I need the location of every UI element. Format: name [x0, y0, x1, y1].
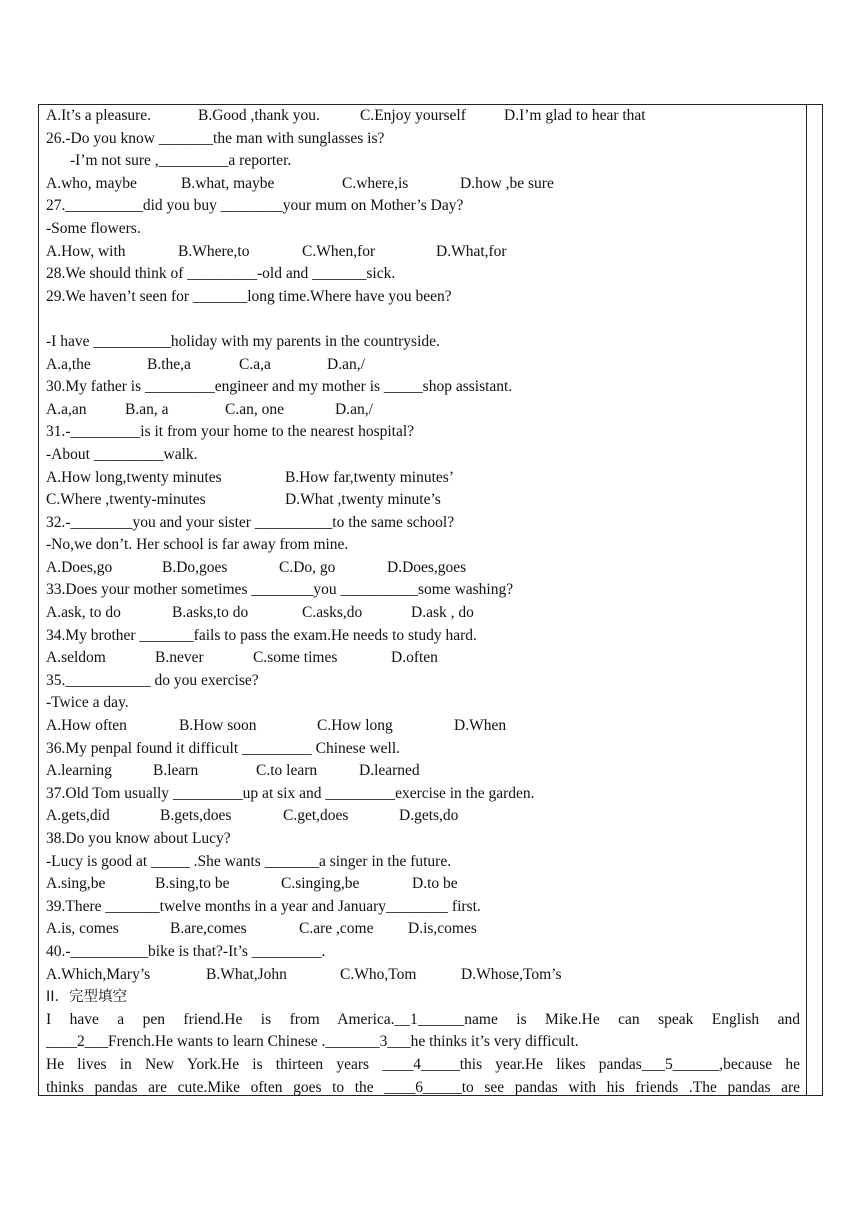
answer-options	[46, 964, 800, 987]
answer-option: A.How often	[46, 717, 127, 735]
question-text: 32.-________you and your sister __________to the same school?	[46, 513, 455, 531]
answer-option: C.get,does	[283, 807, 349, 825]
answer-option: C.singing,be	[281, 875, 360, 893]
question-text: -No,we don’t. Her school is far away from mine.	[46, 536, 349, 554]
answer-options	[46, 715, 800, 738]
answer-option: D.gets,do	[399, 807, 459, 825]
answer-option: B.How far,twenty minutes’	[285, 468, 454, 486]
answer-option: D.learned	[359, 762, 420, 780]
answer-option: D.to be	[412, 875, 458, 893]
answer-option: A.a,the	[46, 355, 91, 373]
answer-option: C.How long	[317, 717, 393, 735]
answer-options	[46, 354, 800, 377]
answer-option: B.sing,to be	[155, 875, 230, 893]
answer-option: C.to learn	[256, 762, 318, 780]
blank-line	[46, 308, 800, 331]
answer-options	[46, 918, 800, 941]
answer-options	[46, 241, 800, 264]
answer-option: C.some times	[253, 649, 338, 667]
answer-option: A.gets,did	[46, 807, 110, 825]
answer-options	[46, 105, 800, 128]
worksheet-content	[46, 105, 800, 1099]
answer-option: A.is, comes	[46, 920, 119, 938]
question-text: -About _________walk.	[46, 445, 198, 463]
answer-options	[46, 760, 800, 783]
question-text: 26.-Do you know _______the man with sunglasses is?	[46, 129, 385, 147]
answer-option: D.Whose,Tom’s	[461, 965, 562, 983]
answer-option: D.ask , do	[411, 604, 474, 622]
question-text: -I have __________holiday with my parents in the countryside.	[46, 332, 440, 350]
question-text: 36.My penpal found it difficult _________ Chinese well.	[46, 739, 401, 757]
question-text: 30.My father is _________engineer and my mother is _____shop assistant.	[46, 378, 513, 396]
question-text: 27.__________did you buy ________your mum on Mother’s Day?	[46, 197, 464, 215]
answer-option: C.a,a	[239, 355, 271, 373]
answer-option: B.Where,to	[178, 242, 250, 260]
answer-option: C.where,is	[342, 174, 409, 192]
question-text: 28.We should think of _________-old and _______sick.	[46, 265, 396, 283]
answer-options	[46, 805, 800, 828]
answer-option: D.is,comes	[408, 920, 477, 938]
answer-option: A.who, maybe	[46, 174, 137, 192]
answer-option: D.how ,be sure	[460, 174, 554, 192]
answer-option: D.What,for	[436, 242, 507, 260]
answer-option: A.ask, to do	[46, 604, 121, 622]
answer-options	[46, 467, 800, 490]
question-text: 39.There _______twelve months in a year and January________ first.	[46, 897, 481, 915]
answer-option: C.asks,do	[302, 604, 363, 622]
question-text: 29.We haven’t seen for _______long time.Where have you been?	[46, 287, 452, 305]
answer-option: B.learn	[153, 762, 199, 780]
answer-option: D.Does,goes	[387, 558, 467, 576]
question-text: -Lucy is good at _____ .She wants _______a singer in the future.	[46, 852, 452, 870]
answer-option: A.sing,be	[46, 875, 106, 893]
answer-option: A.How, with	[46, 242, 126, 260]
question-text: 31.-_________is it from your home to the nearest hospital?	[46, 423, 415, 441]
column-divider	[806, 105, 807, 1095]
answer-option: C.When,for	[302, 242, 376, 260]
answer-options	[46, 602, 800, 625]
answer-option: D.When	[454, 717, 507, 735]
answer-option: D.What ,twenty minute’s	[285, 491, 441, 509]
question-text: I have a pen friend.He is from America.__1______name is Mike.He can speak English and	[46, 1010, 800, 1028]
answer-option: B.never	[155, 649, 204, 667]
question-text: 34.My brother _______fails to pass the exam.He needs to study hard.	[46, 626, 477, 644]
answer-option: C.Who,Tom	[340, 965, 417, 983]
answer-option: B.gets,does	[160, 807, 232, 825]
answer-option: B.What,John	[206, 965, 287, 983]
question-text: 33.Does your mother sometimes ________you __________some washing?	[46, 581, 514, 599]
answer-option: B.Good ,thank you.	[198, 107, 320, 124]
answer-option: A.Does,go	[46, 558, 113, 576]
question-text: -Some flowers.	[46, 219, 141, 237]
answer-options	[46, 873, 800, 896]
question-text: -I’m not sure ,_________a reporter.	[70, 152, 292, 170]
answer-options	[46, 399, 800, 422]
question-text: 37.Old Tom usually _________up at six and _________exercise in the garden.	[46, 784, 535, 802]
answer-option: C.are ,come	[299, 920, 374, 938]
answer-option: C.Enjoy yourself	[360, 107, 466, 124]
section-heading: II．完型填空	[46, 989, 128, 1006]
question-text: 40.-__________bike is that?-It’s _________.	[46, 942, 326, 960]
question-text: He lives in New York.He is thirteen years ____4_____this year.He likes pandas___5______,because he	[46, 1055, 800, 1073]
answer-options	[46, 557, 800, 580]
answer-option: B.are,comes	[170, 920, 247, 938]
answer-option: D.I’m glad to hear that	[504, 107, 646, 124]
question-text: 38.Do you know about Lucy?	[46, 830, 231, 847]
answer-options	[46, 489, 800, 512]
answer-option: D.often	[391, 649, 438, 667]
answer-option: B.asks,to do	[172, 604, 249, 622]
answer-option: C.an, one	[225, 400, 284, 418]
answer-options	[46, 173, 800, 196]
answer-option: C.Do, go	[279, 558, 336, 576]
answer-option: A.seldom	[46, 649, 106, 667]
question-text: -Twice a day.	[46, 694, 129, 712]
answer-options	[46, 647, 800, 670]
answer-option: C.Where ,twenty-minutes	[46, 491, 206, 509]
question-text: 35.___________ do you exercise?	[46, 671, 259, 689]
answer-option: D.an,/	[335, 400, 373, 418]
answer-option: A.a,an	[46, 400, 87, 418]
answer-option: B.How soon	[179, 717, 257, 735]
answer-option: B.Do,goes	[162, 558, 228, 576]
answer-option: B.what, maybe	[181, 174, 275, 192]
question-text: ____2___French.He wants to learn Chinese ._______3___he thinks it’s very difficult.	[46, 1033, 579, 1051]
answer-option: A.It’s a pleasure.	[46, 107, 152, 124]
answer-option: B.an, a	[125, 400, 169, 418]
answer-option: A.learning	[46, 762, 112, 780]
answer-option: B.the,a	[147, 355, 191, 373]
question-text: thinks pandas are cute.Mike often goes to the ____6_____to see pandas with his friends .The pandas are	[46, 1078, 800, 1096]
answer-option: A.Which,Mary’s	[46, 965, 151, 983]
answer-option: D.an,/	[327, 355, 365, 373]
answer-option: A.How long,twenty minutes	[46, 468, 222, 486]
